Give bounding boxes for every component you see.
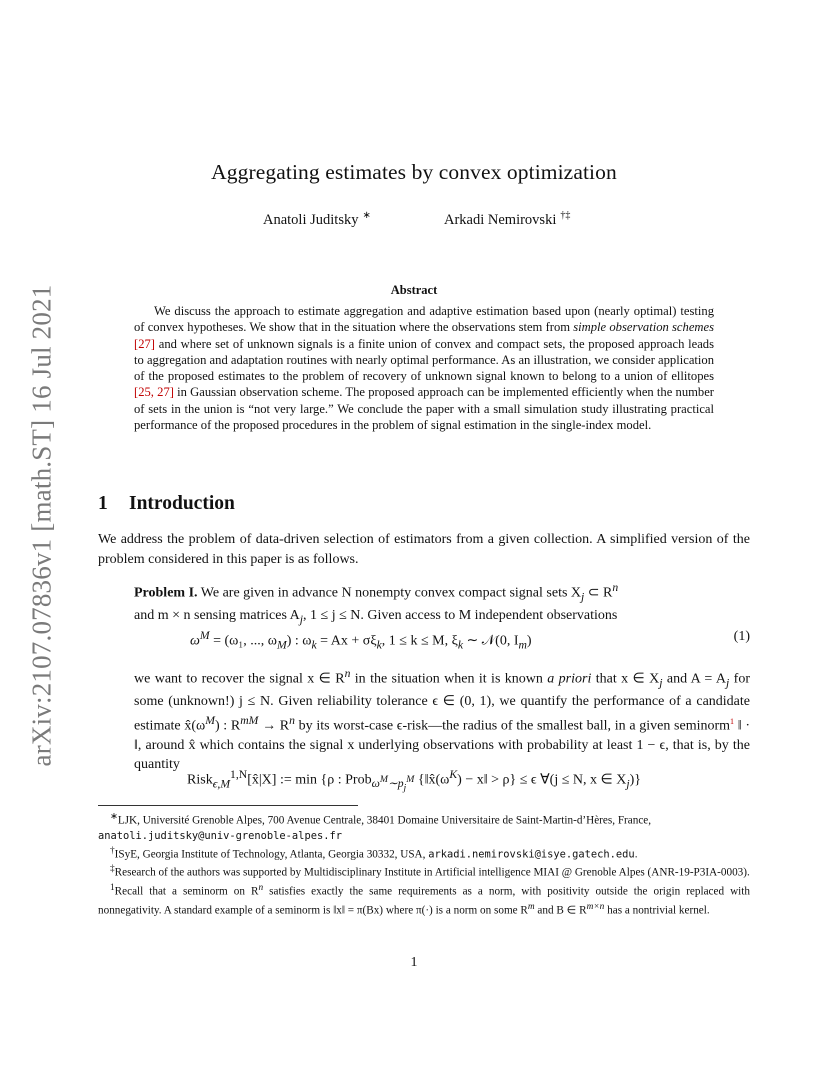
citation-link[interactable]: [25, 27]: [134, 385, 174, 400]
author-affiliation-mark: †‡: [560, 210, 571, 221]
footnotes: [98, 810, 750, 919]
footnote-seminorm: $^1$Recall that a seminorm on $R^n$ satisfies exactly the same requirements as a norm, with positivity outside the origin replaced with nonnegativity. A standard example of a seminorm is ‖x‖ = π(Bx) where π(·) is a norm on some $R^m$ and B ∈ $R^{m\times n}$ has a nontrivial kernel.: [98, 883, 750, 917]
citation-link[interactable]: [27]: [134, 336, 155, 351]
email-link[interactable]: anatoli.juditsky@univ-grenoble-alpes.fr: [98, 829, 342, 842]
page-number: 1: [410, 955, 418, 970]
footnote-rule: [98, 805, 358, 806]
abstract-body: We discuss the approach to estimate aggregation and adaptive estimation based upon (nearly optimal) testing of convex hypotheses. We show that in the situation where the observations stem from simple observation schemes [27] and where set of unknown signals is a finite union of convex and compact sets, the proposed approach leads to aggregation and adaptation routines with nearly optimal performance. As an illustration, we consider application of the proposed estimates to the problem of recovery of unknown signal known to belong to a union of ellitopes [25, 27] in Gaussian observation scheme. The proposed approach can be implemented efficiently when the number of sets in the union is “not very large.” We conclude the paper with a small simulation study illustrating practical performance of the proposed procedures in the problem of signal estimation in the single-index model.: [134, 304, 714, 433]
footnote-affiliation-1: ∗LJK, Université Grenoble Alpes, 700 Avenue Centrale, 38401 Domaine Universitaire de Saint-Martin-d’Hères, France, anatoli.juditsky@univ-grenoble-alpes.fr: [98, 812, 652, 842]
intro-paragraph: We address the problem of data-driven selection of estimators from a given collection. A simplified version of the problem considered in this paper is as follows.: [98, 532, 750, 567]
abstract-heading: Abstract: [390, 283, 438, 297]
email-link[interactable]: arkadi.nemirovski@isye.gatech.edu: [428, 848, 635, 861]
footnote-funding: ‡Research of the authors was supported by Multidisciplinary Institute in Artificial intelligence MIAI @ Grenoble Alpes (ANR-19-P3IA-0003).: [110, 864, 750, 880]
author-nemirovski: Arkadi Nemirovski †‡: [444, 210, 571, 228]
equation-body: $\omega^M = (\omega_1$, ..., $\omega_M$) : $\omega_k = Ax + \sigma\xi_k$, 1 ≤ k ≤ M, $\xi_k$ ∼ 𝒩(0, $I_m$): [190, 629, 532, 652]
footnote-affiliation-2: †ISyE, Georgia Institute of Technology, Atlanta, Georgia 30332, USA, arkadi.nemirovski@isye.gatech.edu.: [110, 845, 638, 861]
author-juditsky: Anatoli Juditsky ∗: [263, 210, 371, 228]
footnote-link[interactable]: 1: [730, 717, 735, 727]
risk-definition: Risk$_{\epsilon,M}^{1,N}$[x̂|X] := min {ρ : Prob$_{\omega^M\sim p_j^M}$ {$‖x̂(\omega^K)$ − x‖ > ρ} ≤ ϵ ∀(j ≤ N, x ∈ $X_j$)}: [187, 768, 641, 794]
equation-number: (1): [733, 629, 750, 644]
equation-1: [134, 629, 750, 652]
problem-continuation: we want to recover the signal x ∈ $R^n$ in the situation when it is known a priori that x ∈ $X_j$ and $A = A_j$ for some (unknown!) j ≤ N. Given reliability tolerance ϵ ∈ (0, 1), we quantify the performance of a candidate estimate $x̂(\omega^M)$ : $R^{mM} \to R^n$ by its worst-case ϵ-risk—the radius of the smallest ball, in a given seminorm$^1$ ‖ · ‖, around x̂ which contains the signal x underlying observations with probability at least 1 − ϵ, that is, by the quantity: [134, 667, 751, 773]
section-heading: 1 Introduction: [98, 493, 235, 514]
arxiv-identifier-stamp: arXiv:2107.07836v1 [math.ST] 16 Jul 2021: [26, 284, 57, 766]
problem-label: Problem I.: [134, 585, 198, 601]
problem-statement: Problem I. We are given in advance N nonempty convex compact signal sets $X_j$ ⊂ $R^n$ and m × n sensing matrices $A_j$, 1 ≤ j ≤ N. Given access to M independent observations: [134, 581, 619, 627]
paper-title: Aggregating estimates by convex optimization: [211, 160, 617, 184]
author-affiliation-mark: ∗: [362, 210, 371, 221]
